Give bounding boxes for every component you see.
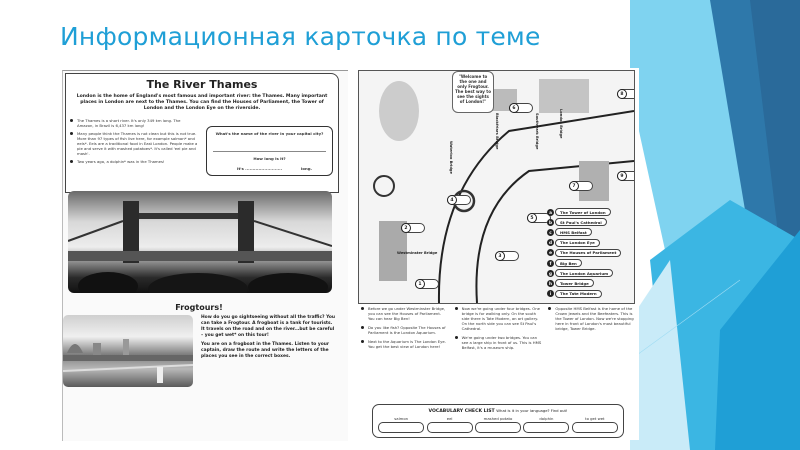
narration-column (360, 306, 448, 354)
length-answer[interactable] (237, 166, 312, 171)
length-answer-prefix: It's ......................... (237, 166, 283, 171)
captain-speech-bubble: "Welcome to the one and only Frogtour. The best way to see the sights of London!" (452, 71, 494, 113)
bridge-label-blackfriars: Blackfriars Bridge (495, 113, 499, 150)
vocabulary-check-list (372, 404, 624, 438)
narration-column (454, 306, 542, 354)
answer-marker-7[interactable]: 7 (569, 181, 593, 191)
vocab-heading (373, 408, 623, 414)
bridge-pier (157, 367, 163, 383)
vocab-entry (377, 416, 425, 433)
tower-bridge-photo (68, 191, 332, 293)
riverbank (63, 355, 193, 361)
answer-marker-2[interactable]: 2 (401, 223, 425, 233)
legend-item (547, 227, 631, 237)
bridge-deck (68, 251, 332, 261)
vocab-word: salmon (394, 416, 409, 421)
legend-item (547, 258, 631, 268)
legend-label: The Houses of Parliament (555, 249, 621, 257)
answer-line[interactable] (213, 151, 326, 152)
vocab-entry (425, 416, 473, 433)
answer-marker-5[interactable]: 5 (527, 213, 551, 223)
skyline-illustration (63, 315, 193, 387)
length-answer-suffix: long. (300, 166, 312, 171)
frogtours-paragraph: How do you go sightseeing without all the traffic? You can take a Frogtour. A frogboat is a tank for tourists. It travels on the road and on the river...but be careful – you get wet* on this tour! (201, 315, 336, 338)
legend-item (547, 248, 631, 258)
legend-label: The Tower of London (555, 208, 611, 216)
river-thames-intro: London is the home of England's most famous and important river: the Thames. Many important places in London are next to the Thames. You can find the Houses of Parliament, the Tower of London and the London Eye on the riverside. (76, 94, 328, 111)
legend-item (547, 289, 631, 299)
vocab-entry (474, 416, 522, 433)
frogtours-title: Frogtours! (175, 303, 223, 312)
answer-marker-1[interactable]: 1 (415, 279, 439, 289)
bridge-label-waterloo: Waterloo Bridge (449, 141, 453, 174)
river-thames-card (65, 73, 339, 193)
bridge-label-southwark: Southwark Bridge (535, 113, 539, 150)
vocab-word: eel (446, 416, 453, 421)
legend-label: Big Ben (555, 259, 582, 267)
question-river-name: What's the name of the river in your capital city? (215, 131, 324, 136)
legend-label: Tower Bridge (555, 279, 594, 287)
vocab-answer-box[interactable] (378, 422, 424, 433)
vocab-word: dolphin (539, 416, 554, 421)
legend-label: The London Aquarium (555, 269, 613, 277)
building (93, 343, 101, 355)
legend-letter: c (547, 229, 554, 236)
fact-item: The Thames is a short river. It's only 349 km long. The Amazon, in Brazil is 6,437 km long! (70, 118, 198, 128)
captain-narration (360, 306, 635, 354)
narration-item: Now we're going under four bridges. One bridge is for walking only. On the south side there is Tate Modern, an art gallery. On the north side you can see St Paul's Cathedral. (454, 306, 542, 331)
question-river-length: How long is it? (253, 156, 286, 161)
bridge-label-london: London Bridge (559, 109, 563, 139)
facts-list (70, 118, 198, 167)
fact-item: Two years ago, a dolphin* was in the Thames! (70, 159, 198, 164)
vocab-word: mashed potato (483, 416, 513, 421)
legend-letter: i (547, 290, 554, 297)
legend-letter: d (549, 240, 552, 246)
answer-marker-6[interactable]: 6 (509, 103, 533, 113)
answer-marker-3[interactable]: 3 (495, 251, 519, 261)
vocab-subtitle: What is it in your language? Find out! (496, 408, 568, 413)
millennium-bridge (63, 365, 193, 371)
tower-bridge-illustration (68, 191, 332, 293)
answer-marker-4[interactable]: 4 (447, 195, 471, 205)
london-skyline-photo (63, 315, 193, 387)
crowd-silhouette (148, 273, 248, 293)
narration-column (547, 306, 635, 354)
bridge-cables (68, 221, 332, 246)
question-box (206, 126, 333, 176)
decorative-background-shapes (630, 0, 800, 450)
vocab-entry (571, 416, 619, 433)
worksheet-page-right (356, 68, 639, 440)
slide-title: Информационная карточка по теме (60, 22, 541, 51)
narration-item: Before we go under Westminster Bridge, you can see the Houses of Parliament. You can hear Big Ben! (360, 306, 448, 321)
vocab-entry (522, 416, 570, 433)
legend-label: HMS Belfast (555, 228, 592, 236)
crowd-silhouette (78, 272, 138, 293)
vocab-words (377, 416, 619, 433)
legend-letter: a (547, 209, 554, 216)
vocab-answer-box[interactable] (427, 422, 473, 433)
vocab-answer-box[interactable] (475, 422, 521, 433)
legend-label: The London Eye (555, 239, 600, 247)
vocab-answer-box[interactable] (572, 422, 618, 433)
narration-item: We're going under two bridges. You can see a large ship in front of us. This is HMS Belfast, it's a museum ship. (454, 335, 542, 350)
st-pauls-dome (67, 344, 83, 353)
legend-item (547, 238, 631, 248)
crowd-silhouette (248, 273, 328, 293)
vocab-word: to get wet (585, 416, 605, 421)
river-thames-title: The River Thames (146, 78, 258, 91)
legend-letter: e (547, 249, 554, 256)
compass-icon (374, 176, 394, 196)
frogtours-text (201, 315, 337, 363)
legend-item (547, 268, 631, 278)
legend-item (547, 207, 631, 217)
places-legend (547, 207, 631, 299)
legend-item (547, 217, 631, 227)
frogtours-paragraph: You are on a frogboat in the Thames. Listen to your captain, draw the route and write the letters of the places you see in the correct boxes. (201, 342, 330, 359)
vocab-answer-box[interactable] (523, 422, 569, 433)
legend-letter: h (547, 280, 554, 287)
narration-item: Do you like fish? Opposite The Houses of Parliament is the London Aquarium. (360, 325, 448, 335)
answer-marker-9[interactable]: 9 (617, 171, 635, 181)
narration-item: Opposite HMS Belfast is the home of the Crown Jewels and the Beefeaters. This is the Tower of London. Now we're stopping here in front of London's most beautiful bridge, Tower Bridge. (547, 306, 635, 331)
legend-item (547, 278, 631, 288)
frog-captain-character (379, 81, 419, 141)
bridge-label-westminster: Westminster Bridge (397, 251, 438, 255)
legend-label: The Tate Modern (555, 290, 602, 298)
vocab-title: VOCABULARY CHECK LIST (428, 409, 495, 414)
tower-of-london-drawing (539, 79, 589, 113)
legend-letter: g (549, 270, 552, 276)
thames-route-map (358, 70, 635, 304)
legend-label: St Paul's Cathedral (555, 218, 607, 226)
bridge-walkway (139, 213, 238, 219)
answer-marker-8[interactable]: 8 (617, 89, 635, 99)
building (123, 339, 129, 355)
legend-letter: b (549, 219, 552, 225)
narration-item: Next to the Aquarium is The London Eye. You get the best view of London here! (360, 339, 448, 349)
fact-item: Many people think the Thames is not clean but this is not true. More than 97 types of fish live here, for example salmon* and eels*. Eels are a traditional food in East London. People make a pie and serve it with mashed potatoes*. It's called 'eel pie and mash'. (70, 131, 198, 156)
legend-letter: f (547, 260, 554, 267)
worksheet-page-left (62, 70, 348, 441)
